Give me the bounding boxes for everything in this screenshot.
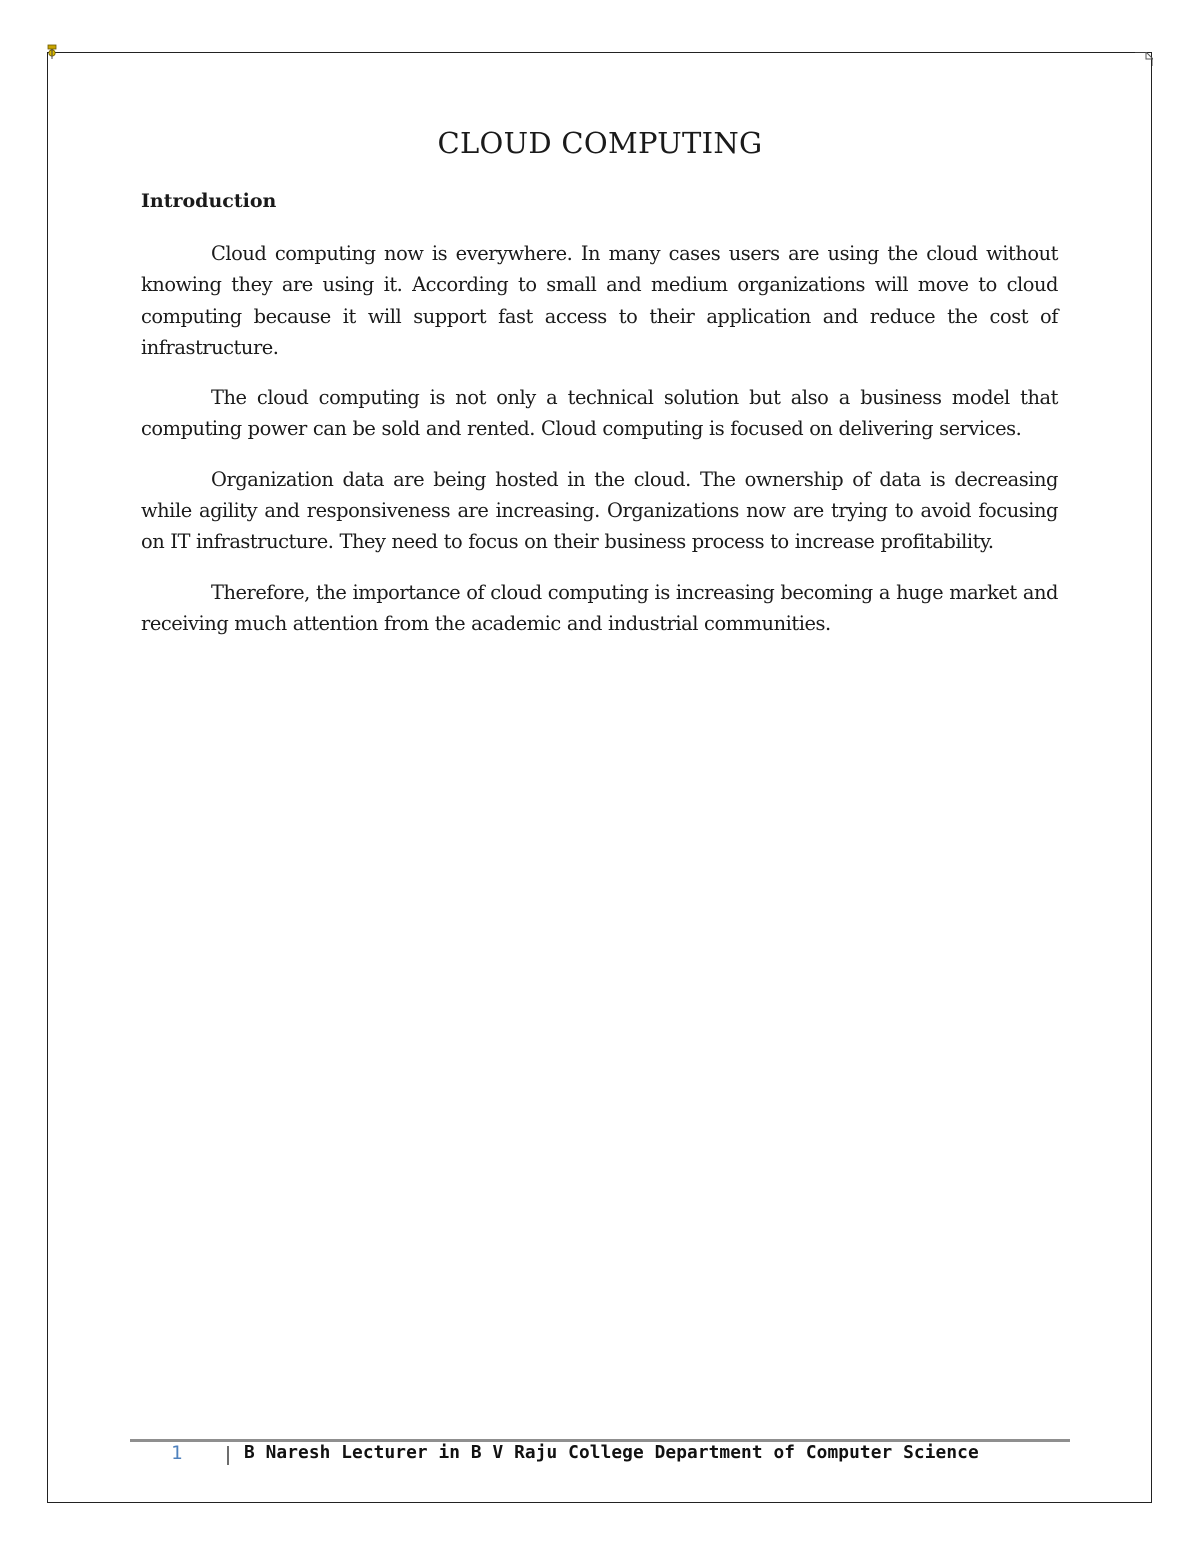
page-corner-fold-icon xyxy=(1135,52,1153,66)
footer-page-number: 1 xyxy=(171,1442,183,1464)
footer-separator xyxy=(227,1446,229,1465)
section-heading: Introduction xyxy=(141,190,277,212)
paragraph-2: The cloud computing is not only a technical solution but also a business model that computing power can be sold and rented. Cloud computing is focused on delivering services. xyxy=(141,386,1058,441)
document-title: CLOUD COMPUTING xyxy=(437,126,763,160)
body-text xyxy=(141,238,1058,658)
anchor-icon[interactable] xyxy=(46,44,58,60)
paragraph-1: Cloud computing now is everywhere. In many cases users are using the cloud without knowing they are using it. According to small and medium organizations will move to cloud computing because it will support fast access to their application and reduce the cost of infrastructure. xyxy=(141,242,1058,359)
paragraph-4: Therefore, the importance of cloud computing is increasing becoming a huge market and receiving much attention from the academic and industrial communities. xyxy=(141,580,1058,635)
paragraph-3: Organization data are being hosted in the cloud. The ownership of data is decreasing while agility and responsiveness are increasing. Organizations now are trying to avoid focusing on IT infrastructure. They need to focus on their business process to increase profitability. xyxy=(141,467,1058,554)
footer-text: B Naresh Lecturer in B V Raju College Department of Computer Science xyxy=(244,1442,979,1463)
